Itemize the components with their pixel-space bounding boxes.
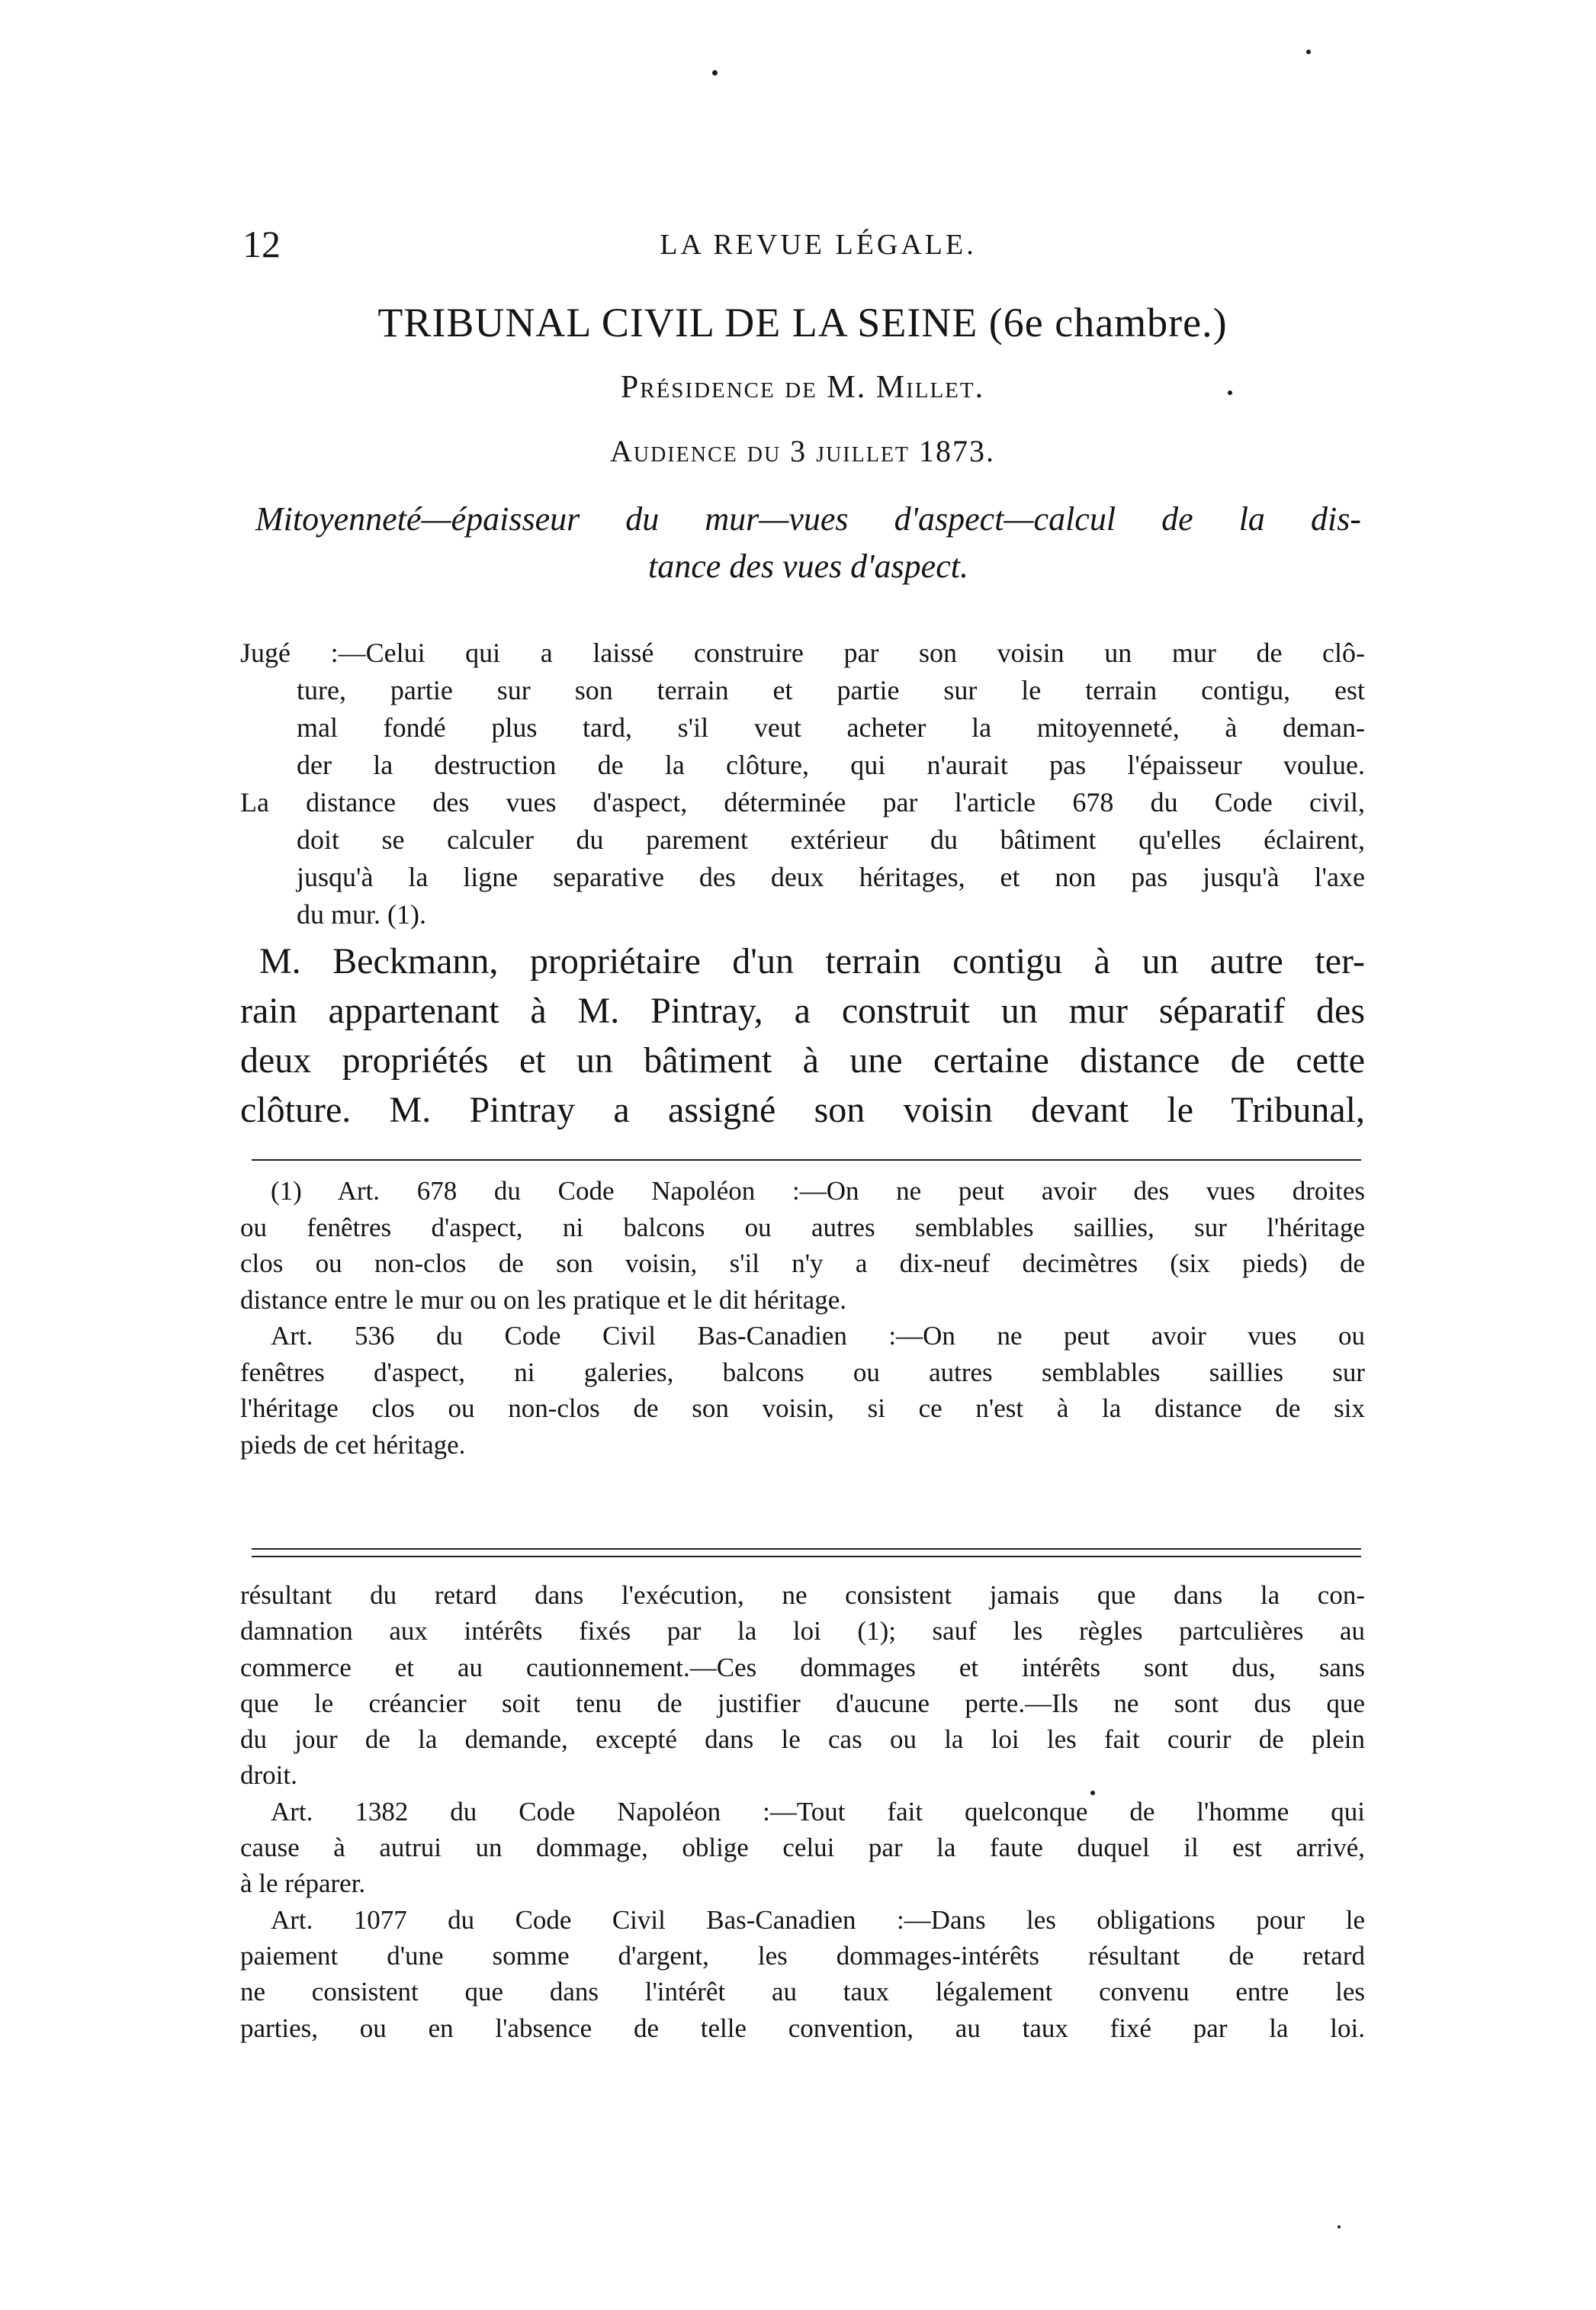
footnote-line: l'héritage clos ou non-clos de son voisin, si ce n'est à la distance de six [240, 1393, 1365, 1423]
footnote-divider [252, 1159, 1361, 1161]
footnote-line: que le créancier soit tenu de justifier d'aucune perte.—Ils ne sont dus que [240, 1688, 1365, 1718]
summary-line: du mur. (1). [297, 899, 426, 930]
print-speck [1337, 2225, 1341, 2228]
summary-line: jusqu'à la ligne separative des deux héritages, et non pas jusqu'à l'axe [297, 862, 1365, 892]
summary-line: mal fondé plus tard, s'il veut acheter la mitoyenneté, à deman- [297, 712, 1365, 743]
body-line: clôture. M. Pintray a assigné son voisin devant le Tribunal, [240, 1090, 1365, 1130]
footnote-line: résultant du retard dans l'exécution, ne consistent jamais que dans la con- [240, 1580, 1365, 1610]
print-speck [712, 70, 718, 76]
body-line: M. Beckmann, propriétaire d'un terrain contigu à un autre ter- [259, 941, 1365, 982]
footnote-line: damnation aux intérêts fixés par la loi (1); sauf les règles partculières au [240, 1616, 1365, 1647]
footnote-line: distance entre le mur ou on les pratique et le dit héritage. [240, 1284, 846, 1315]
presidency-line: Présidence de M. Millet. [620, 370, 985, 405]
footnote-line: du jour de la demande, excepté dans le cas ou la loi les fait courir de plein [240, 1724, 1365, 1755]
body-line: rain appartenant à M. Pintray, a construit un mur séparatif des [240, 991, 1365, 1031]
summary-line: doit se calculer du parement extérieur du bâtiment qu'elles éclairent, [297, 824, 1365, 855]
section-divider [252, 1556, 1361, 1557]
footnote-line: clos ou non-clos de son voisin, s'il n'y a dix-neuf decimètres (six pieds) de [240, 1248, 1365, 1278]
summary-line: Jugé :—Celui qui a laissé construire par son voisin un mur de clô- [240, 638, 1365, 668]
footnote-line: Art. 1077 du Code Civil Bas-Canadien :—Dans les obligations pour le [271, 1904, 1365, 1935]
footnote-line: Art. 1382 du Code Napoléon :—Tout fait quelconque de l'homme qui [271, 1796, 1365, 1826]
print-speck [1306, 50, 1311, 54]
footnote-line: (1) Art. 678 du Code Napoléon :—On ne peut avoir des vues droites [271, 1176, 1365, 1206]
footnote-line: paiement d'une somme d'argent, les dommages-intérêts résultant de retard [240, 1940, 1365, 1971]
footnote-line: cause à autrui un dommage, oblige celui par la faute duquel il est arrivé, [240, 1833, 1365, 1863]
summary-line: La distance des vues d'aspect, déterminée par l'article 678 du Code civil, [240, 787, 1365, 818]
running-header [242, 221, 1363, 267]
subject-line: tance des vues d'aspect. [648, 548, 968, 585]
journal-title: LA REVUE LÉGALE. [660, 229, 977, 261]
footnote-line: Art. 536 du Code Civil Bas-Canadien :—On ne peut avoir vues ou [271, 1321, 1365, 1351]
footnote-line: pieds de cet héritage. [240, 1429, 466, 1460]
section-divider [252, 1548, 1361, 1550]
subject-line: Mitoyenneté—épaisseur du mur—vues d'aspect—calcul de la dis- [255, 500, 1361, 538]
footnote-line: droit. [240, 1760, 297, 1791]
footnote-line: parties, ou en l'absence de telle convention, au taux fixé par la loi. [240, 2013, 1365, 2043]
court-name: TRIBUNAL CIVIL DE LA SEINE (6e chambre.) [377, 300, 1228, 345]
page-number: 12 [242, 223, 281, 265]
hearing-date: Audience du 3 juillet 1873. [609, 434, 996, 468]
summary-line: ture, partie sur son terrain et partie sur le terrain contigu, est [297, 675, 1365, 705]
footnote-line: ou fenêtres d'aspect, ni balcons ou autres semblables saillies, sur l'héritage [240, 1212, 1365, 1242]
footnote-line: commerce et au cautionnement.—Ces dommages et intérêts sont dus, sans [240, 1652, 1365, 1682]
case-summary [240, 635, 1365, 933]
summary-line: der la destruction de la clôture, qui n'aurait pas l'épaisseur voulue. [297, 750, 1365, 780]
body-paragraph [240, 937, 1365, 1135]
footnote-line: fenêtres d'aspect, ni galeries, balcons ou autres semblables saillies sur [240, 1357, 1365, 1387]
footnote-line: ne consistent que dans l'intérêt au taux légalement convenu entre les [240, 1977, 1365, 2007]
continued-footnotes [240, 1577, 1365, 2046]
footnotes-section [240, 1173, 1365, 1463]
subject-heading [255, 496, 1361, 590]
body-line: deux propriétés et un bâtiment à une certaine distance de cette [240, 1040, 1365, 1081]
footnote-line: à le réparer. [240, 1868, 366, 1899]
